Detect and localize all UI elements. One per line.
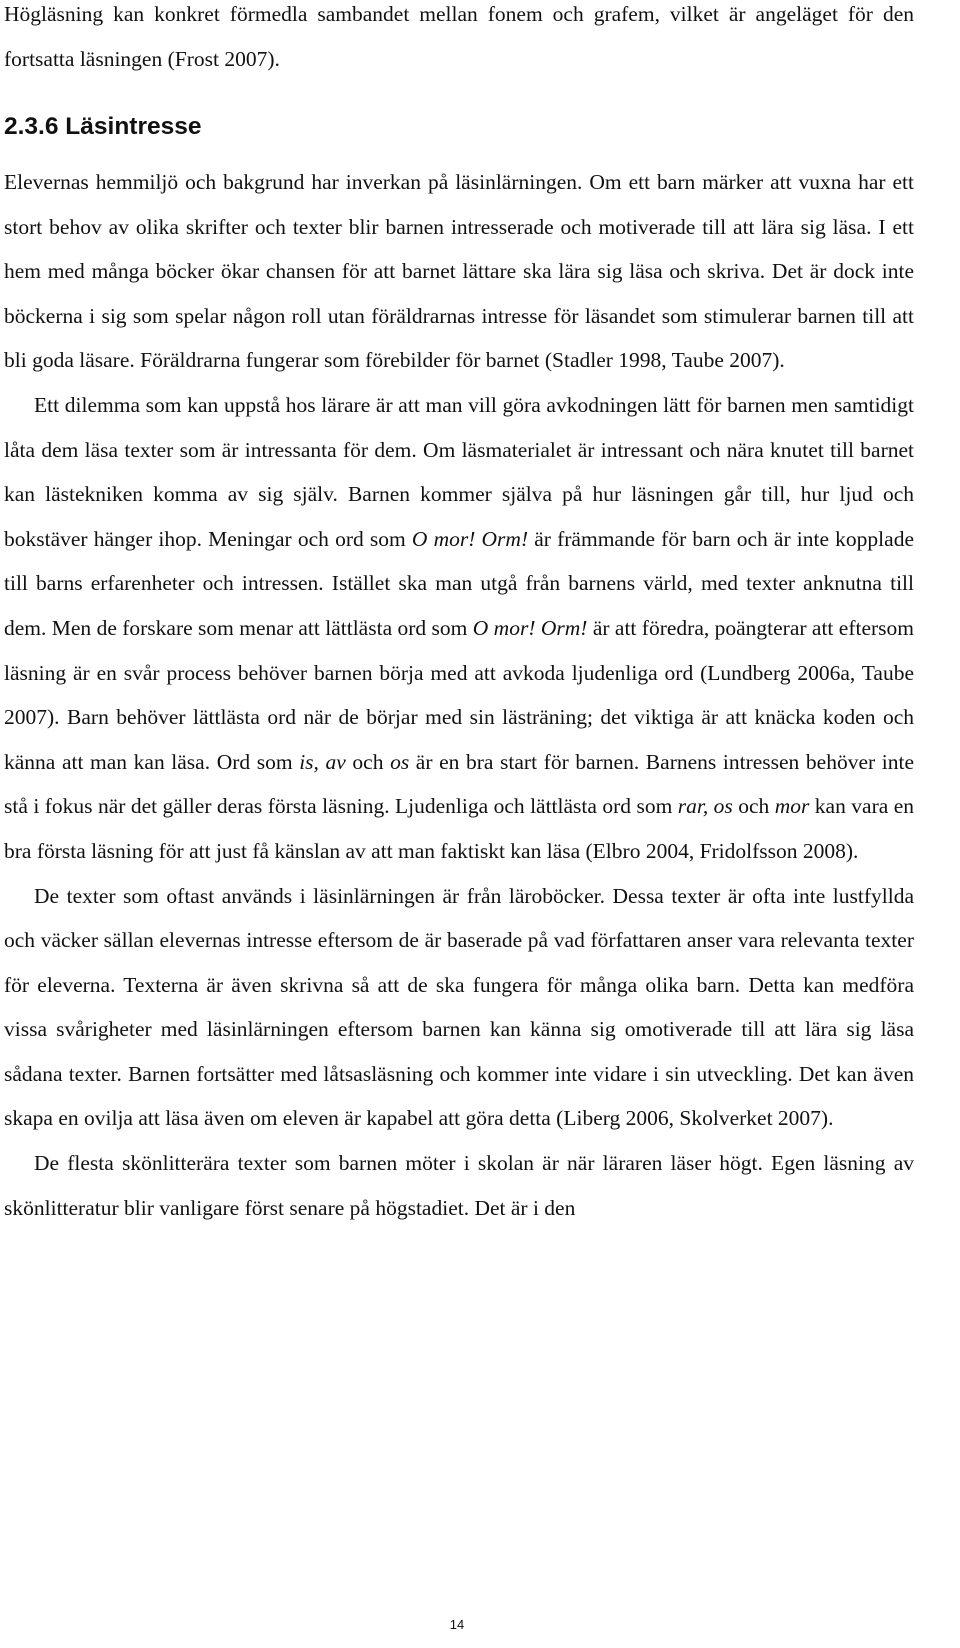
text-run: är att föredra, poängterar att eftersom läsning är en svår process behöver barnen börja med att avkoda ljudenliga ord (Lundberg 2006a, Taube 2007). Barn behöver lättlästa ord när de börjar med sin lästräning; det viktiga är att knäcka koden och känna att man kan läsa. Ord som	[4, 615, 915, 774]
text-run: Ett dilemma som kan uppstå hos lärare är att man vill göra avkodningen lätt för barnen men samtidigt låta dem läsa texter som är intressanta för dem. Om läsmaterialet är intressant och nära knutet till barnet kan lästekniken komma av sig själv. Barnen kommer själva på hur läsningen går till, hur ljud och bokstäver hänger ihop. Meningar och ord som	[4, 392, 914, 551]
example-words: O mor! Orm!	[411, 526, 529, 551]
page-number: 14	[449, 1617, 465, 1632]
example-words: os	[390, 749, 410, 774]
section-heading: 2.3.6 Läsintresse	[4, 113, 202, 140]
paragraph-fiction: De flesta skönlitterära texter som barnen möter i skolan är när läraren läser högt. Egen läsning av skönlitteratur blir vanligare först senare på högstadiet. Det är i den	[4, 1151, 914, 1220]
text-run: är en bra start för barnen. Barnens intressen behöver inte stå i fokus när det gäller deras första läsning. Ljudenliga och lättlästa ord som	[4, 749, 914, 819]
example-words: mor	[774, 794, 810, 819]
intro-paragraph-block	[4, 0, 914, 81]
paragraph-textbooks: De texter som oftast används i läsinlärningen är från läroböcker. Dessa texter är ofta inte lustfyllda och väcker sällan elevernas intresse eftersom de är baserade på vad författaren anser vara relevanta texter för eleverna. Texterna är även skrivna så att de ska fungera för många olika barn. Detta kan medföra vissa svårigheter med läsinlärningen eftersom barnen kan känna sig omotiverade till att lära sig läsa sådana texter. Barnen fortsätter med låtsasläsning och kommer inte vidare i sin utveckling. Det kan även skapa en ovilja att läsa även om eleven är kapabel att göra detta (Liberg 2006, Skolverket 2007).	[4, 883, 914, 1131]
paragraph-decoding-dilemma	[4, 383, 914, 874]
text-run: är främmande för barn och är inte kopplade till barns erfarenheter och intressen. Istället ska man utgå från barnens värld, med texter anknutna till dem. Men de forskare som menar att lättlästa ord som	[4, 526, 914, 640]
text-run: och	[732, 794, 775, 819]
example-words: is, av	[299, 749, 346, 774]
section-body	[4, 160, 914, 1230]
example-words: rar, os	[677, 794, 733, 819]
text-run: och	[345, 749, 391, 774]
example-words: O mor! Orm!	[472, 615, 588, 640]
intro-paragraph: Högläsning kan konkret förmedla sambandet mellan fonem och grafem, vilket är angeläget för den fortsatta läsningen (Frost 2007).	[4, 2, 914, 71]
text-run: kan vara en bra första läsning för att just få känslan av att man faktiskt kan läsa (Elbro 2004, Fridolfsson 2008).	[4, 794, 914, 863]
paragraph-home-environment: Elevernas hemmiljö och bakgrund har inverkan på läsinlärningen. Om ett barn märker att vuxna har ett stort behov av olika skrifter och texter blir barnen intresserade och motiverade till att lära sig läsa. I ett hem med många böcker ökar chansen för att barnet lättare ska lära sig läsa och skriva. Det är dock inte böckerna i sig som spelar någon roll utan föräldrarnas intresse för läsandet som stimulerar barnen till att bli goda läsare. Föräldrarna fungerar som förebilder för barnet (Stadler 1998, Taube 2007).	[4, 170, 914, 373]
